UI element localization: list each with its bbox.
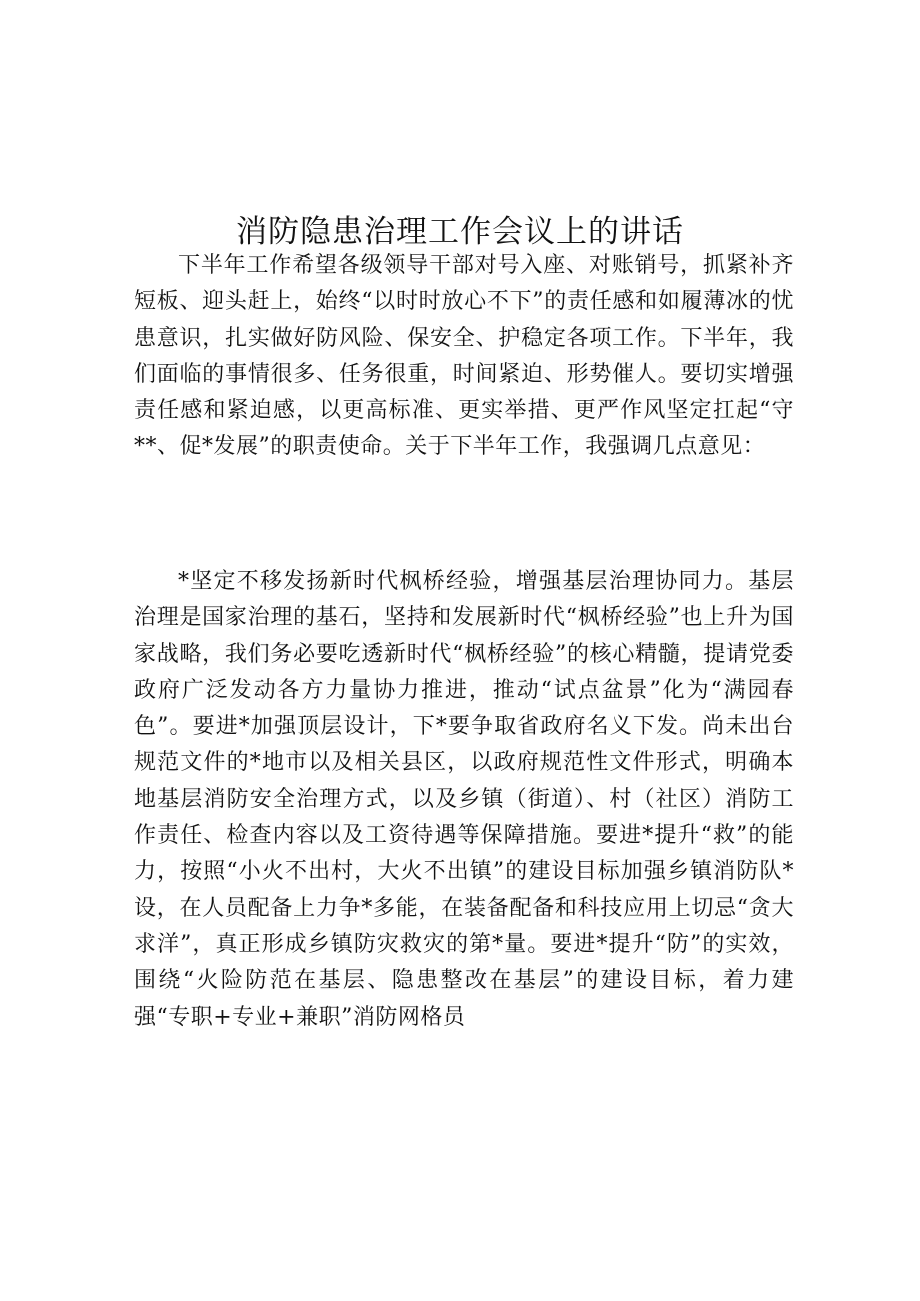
- document-title: 消防隐患治理工作会议上的讲话: [236, 214, 684, 250]
- paragraph-intro: 下半年工作希望各级领导干部对号入座、对账销号，抓紧补齐短板、迎头赶上，始终“以时时放心不下”的责任感和如履薄冰的忧患意识，扎实做好防风险、保安全、护稳定各项工作。下半年，我们面临的事情很多、任务很重，时间紧迫、形势催人。要切实增强责任感和紧迫感，以更高标准、更实举措、更严作风坚定扛起“守**、促*发展”的职责使命。关于下半年工作，我强调几点意见：: [134, 253, 794, 460]
- paragraph-point-one: *坚定不移发扬新时代枫桥经验，增强基层治理协同力。基层治理是国家治理的基石，坚持和发展新时代“枫桥经验”也上升为国家战略，我们务必要吃透新时代“枫桥经验”的核心精髓，提请党委政府广泛发动各方力量协力推进，推动“试点盆景”化为“满园春色”。要进*加强顶层设计，下*要争取省政府名义下发。尚未出台规范文件的*地市以及相关县区，以政府规范性文件形式，明确本地基层消防安全治理方式，以及乡镇（街道）、村（社区）消防工作责任、检查内容以及工资待遇等保障措施。要进*提升“救”的能力，按照“小火不出村，大火不出镇”的建设目标加强乡镇消防队*设，在人员配备上力争*多能，在装备配备和科技应用上切忌“贪大求洋”，真正形成乡镇防灾救灾的第*量。要进*提升“防”的实效，围绕“火险防范在基层、隐患整改在基层”的建设目标，着力建强“专职+专业+兼职”消防网格员: [134, 569, 794, 1030]
